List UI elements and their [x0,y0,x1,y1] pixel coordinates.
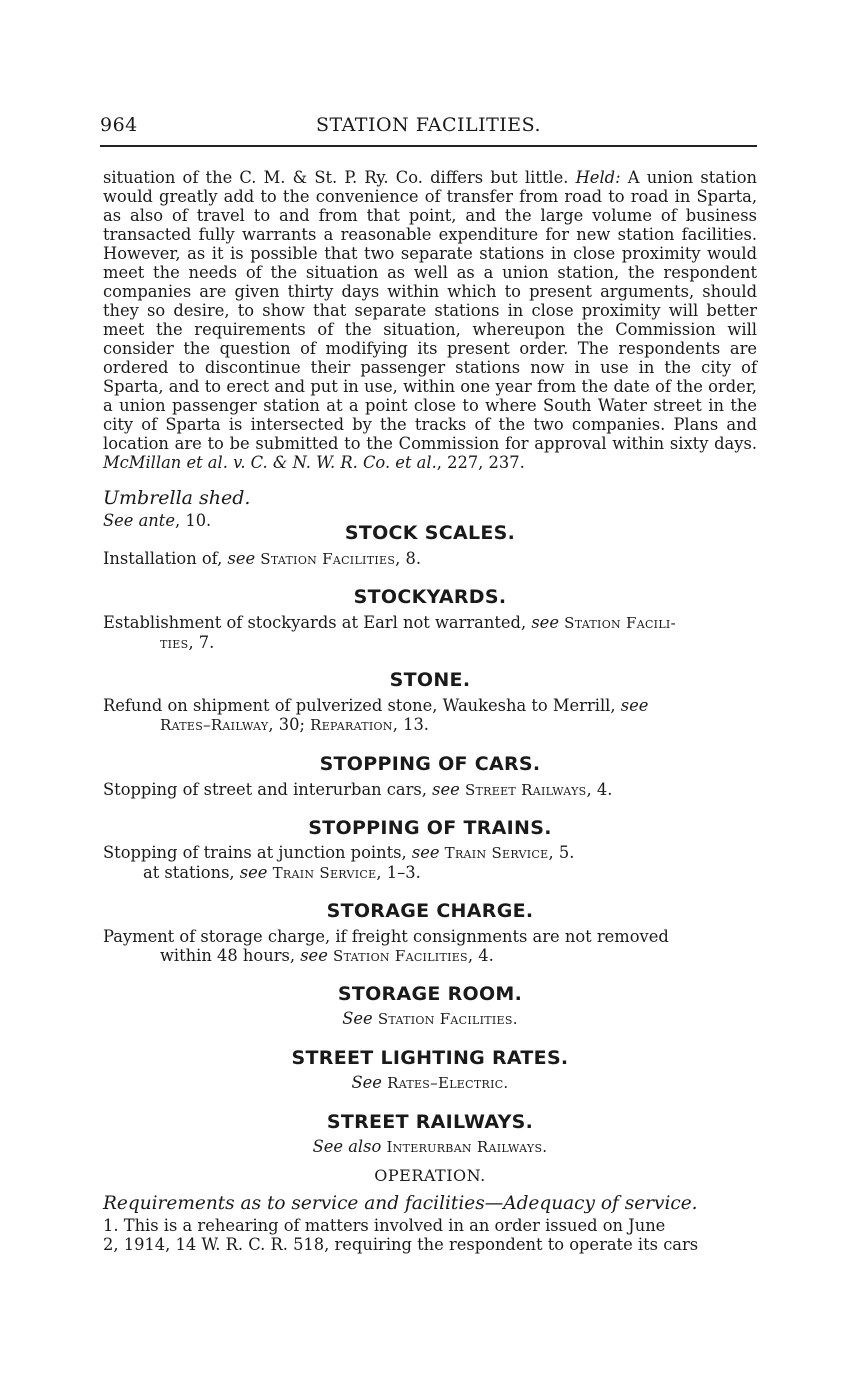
entry-storage-room: See Station Facilities. [342,1009,518,1028]
heading-stock-scales: STOCK SCALES. [344,522,516,544]
street-railways-para-2: 2, 1914, 14 W. R. C. R. 518, requiring the respondent to operate its cars [103,1235,699,1254]
page-body [103,168,757,1254]
entry-stopping-of-cars: Stopping of street and interurban cars, see Street Railways, 4. [103,780,613,799]
entry-street-lighting-rates: See Rates–Electric. [351,1073,509,1092]
page-header [100,114,757,136]
heading-stockyards: STOCKYARDS. [353,586,507,608]
entry-storage-charge-cont: within 48 hours, see Station Facilities, 4. [160,946,494,965]
umbrella-shed-ref: See ante, 10. [103,511,212,530]
heading-storage-charge: STORAGE CHARGE. [326,900,534,922]
page-number: 964 [100,114,138,136]
heading-stone: STONE. [389,669,471,691]
held-label: Held: [575,168,621,187]
heading-storage-room: STORAGE ROOM. [337,983,523,1005]
subheading-operation: OPERATION. [374,1166,486,1185]
entry-street-railways: See also Interurban Railways. [312,1137,548,1156]
entry-stone-cont: Rates–Railway, 30; Reparation, 13. [160,715,429,734]
street-railways-para-1: 1. This is a rehearing of matters involved in an order issued on June [103,1216,666,1235]
entry-storage-charge: Payment of storage charge, if freight consignments are not removed [103,927,669,946]
heading-street-railways: STREET RAILWAYS. [326,1111,534,1133]
heading-street-lighting-rates: STREET LIGHTING RATES. [291,1047,569,1069]
entry-stopping-of-trains: Stopping of trains at junction points, see Train Service, 5. [103,843,575,862]
heading-stopping-of-cars: STOPPING OF CARS. [319,753,541,775]
entry-stockyards-cont: ties, 7. [160,633,215,652]
entry-stock-scales: Installation of, see Station Facilities, 8. [103,549,422,568]
entry-stone: Refund on shipment of pulverized stone, Waukesha to Merrill, see [103,696,649,715]
entry-stopping-at-stations: at stations, see Train Service, 1–3. [143,863,421,882]
citation-case: McMillan et al. v. C. & N. W. R. Co. et al. [103,453,437,472]
heading-stopping-of-trains: STOPPING OF TRAINS. [308,817,552,839]
header-rule [100,145,757,147]
entry-stockyards: Establishment of stockyards at Earl not warranted, see Station Facili- [103,613,676,632]
intro-paragraph: situation of the C. M. & St. P. Ry. Co. differs but little. Held: A union station would greatly add to the convenience of transfer from road to road in Sparta, as also of travel to and from that point, and the large volume of business transacted fully warrants a reasonable expenditure for new station facilities. However, as it is possible that two separate stations in close proximity would meet the needs of the situation as well as a union station, the respondent companies are given thirty days within which to present arguments, should they so desire, to show that separate stations in close proximity will better meet the requirements of the situation, whereupon the Commission will consider the question of modifying its present order. The respondents are ordered to discontinue their passenger stations now in use in the city of Sparta, and to erect and put in use, within one year from the date of the order, a union passenger station at a point close to where South Water street in the city of Sparta is intersected by the tracks of the two companies. Plans and location are to be submitted to the Commission for approval within sixty days. McMillan et al. v. C. & N. W. R. Co. et al., 227, 237. [103,168,757,472]
topic-requirements: Requirements as to service and facilities—Adequacy of service. [103,1193,698,1214]
running-title: STATION FACILITIES. [315,114,542,136]
umbrella-shed-title: Umbrella shed. [103,487,251,509]
